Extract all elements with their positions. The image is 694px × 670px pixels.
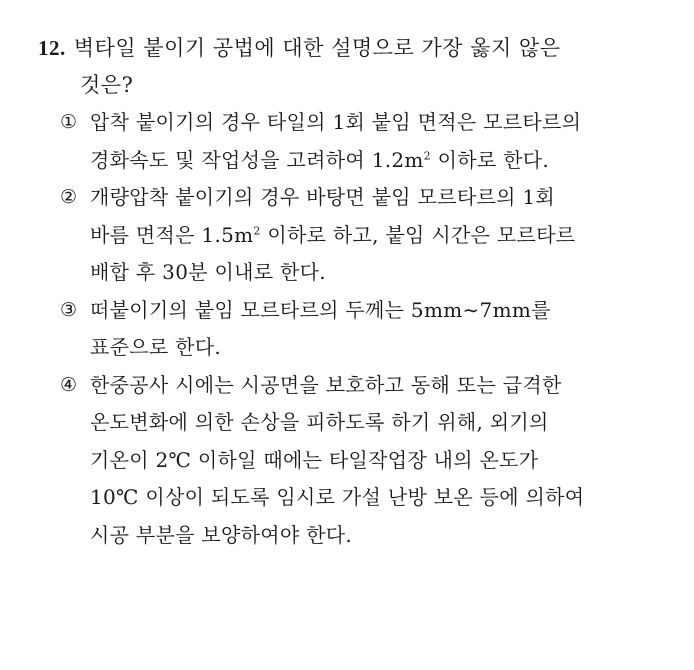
option-2[interactable] xyxy=(60,179,668,292)
option-1-line1: 압착 붙이기의 경우 타일의 1회 붙임 면적은 모르타르의 xyxy=(90,110,582,134)
option-1[interactable] xyxy=(60,104,668,179)
question-stem-line2: 것은? xyxy=(80,73,134,97)
option-2-line3: 배합 후 30분 이내로 한다. xyxy=(90,260,326,284)
option-1-marker: ① xyxy=(60,111,78,133)
question-block xyxy=(38,30,668,554)
option-3[interactable] xyxy=(60,292,668,367)
option-2-marker: ② xyxy=(60,186,78,208)
question-stem-line1: 벽타일 붙이기 공법에 대한 설명으로 가장 옳지 않은 xyxy=(73,36,561,60)
option-4-line3: 기온이 2℃ 이하일 때에는 타일작업장 내의 온도가 xyxy=(90,447,539,472)
option-1-line2-tail: 이하로 한다. xyxy=(430,147,550,172)
option-2-line2-tail: 이하로 하고, 붙임 시간은 모르타르 xyxy=(260,222,576,247)
option-4-line2: 온도변화에 의한 손상을 피하도록 하기 위해, 외기의 xyxy=(90,410,549,434)
option-3-line2: 표준으로 한다. xyxy=(90,335,222,359)
option-4-line5: 시공 부분을 보양하여야 한다. xyxy=(90,522,353,547)
option-1-line2 xyxy=(90,142,668,180)
option-4-line1: 한중공사 시에는 시공면을 보호하고 동해 또는 급격한 xyxy=(90,372,562,397)
option-1-line2-text: 경화속도 및 작업성을 고려하여 1.2m xyxy=(90,147,424,172)
option-3-line1: 떠붙이기의 붙임 모르타르의 두께는 5mm∼7mm를 xyxy=(90,297,551,322)
option-2-line2-text: 바름 면적은 1.5m xyxy=(90,222,254,247)
question-stem xyxy=(38,30,668,104)
question-number: 12. xyxy=(38,36,66,60)
option-3-marker: ③ xyxy=(60,298,78,321)
option-1-superscript: 2 xyxy=(423,148,431,162)
option-4-line4: 10℃ 이상이 되도록 임시로 가설 난방 보온 등에 의하여 xyxy=(90,485,585,509)
option-4[interactable] xyxy=(60,367,668,555)
option-2-line1: 개량압착 붙이기의 경우 바탕면 붙임 모르타르의 1회 xyxy=(90,185,555,209)
option-4-marker: ④ xyxy=(60,373,78,396)
option-2-line2 xyxy=(90,217,668,255)
option-2-superscript: 2 xyxy=(253,223,261,237)
